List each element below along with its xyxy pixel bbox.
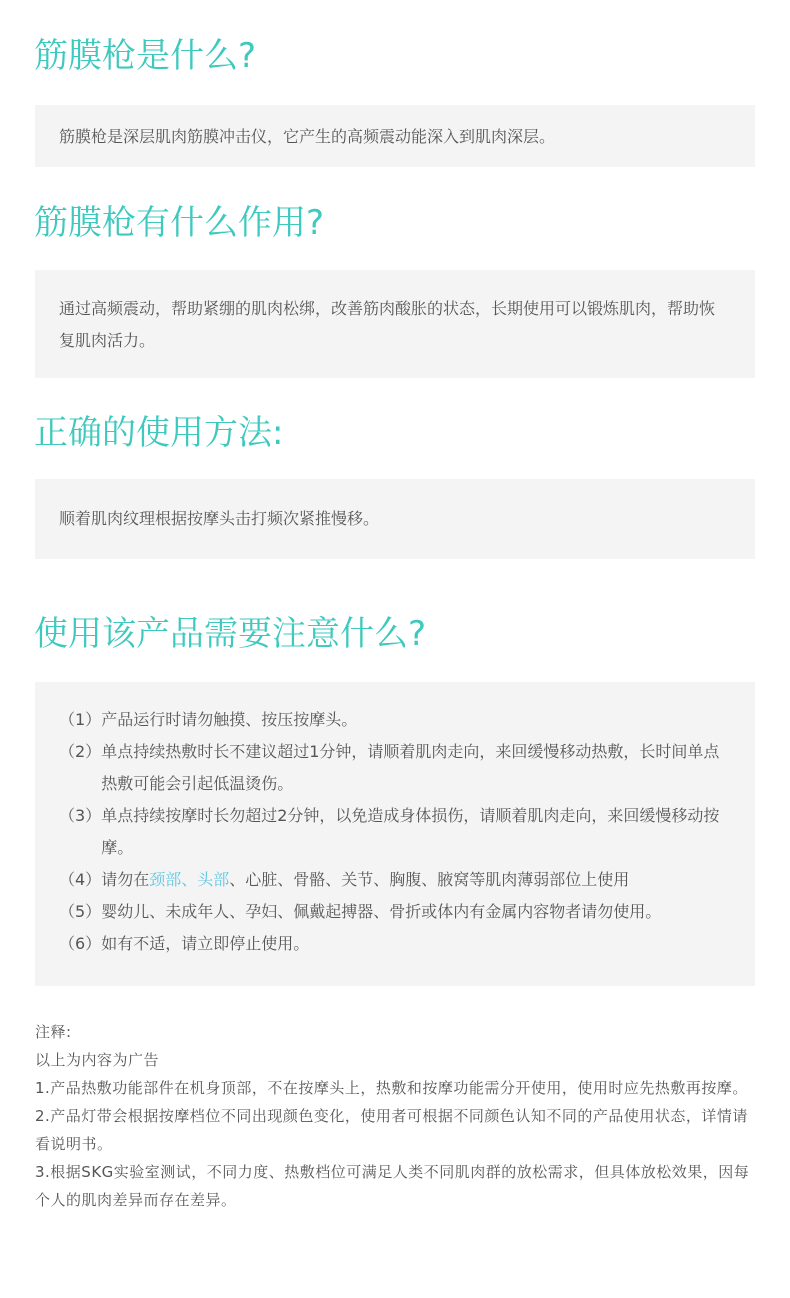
caution-item-number: （3） — [59, 806, 102, 825]
caution-item-number: （1） — [59, 710, 102, 729]
caution-item-5 — [59, 896, 731, 928]
section-what-is-box — [35, 105, 755, 167]
footnote-ad-disclaimer: 以上为内容为广告 — [35, 1051, 160, 1069]
caution-item-text: 如有不适，请立即停止使用。 — [101, 934, 310, 953]
footnote-3: 3.根据SKG实验室测试，不同力度、热敷档位可满足人类不同肌肉群的放松需求，但具体放松效果，因每个人的肌肉差异而存在差异。 — [35, 1163, 750, 1209]
caution-item-3 — [59, 800, 731, 864]
caution-item-text — [101, 864, 731, 896]
section-usage-box — [35, 479, 755, 559]
caution-list — [59, 704, 731, 960]
caution-item-text: 产品运行时请勿触摸、按压按摩头。 — [101, 710, 358, 729]
caution-item-number: （5） — [59, 902, 102, 921]
caution-item-4 — [59, 864, 731, 896]
section-function-heading: 筋膜枪有什么作用? — [34, 203, 325, 243]
section-usage-heading: 正确的使用方法: — [34, 413, 284, 453]
section-function-box — [35, 270, 755, 378]
section-usage-text: 顺着肌肉纹理根据按摩头击打频次紧推慢移。 — [59, 509, 380, 528]
caution-item-text-after: 、心脏、骨骼、关节、胸腹、腋窝等肌肉薄弱部位上使用 — [229, 870, 630, 889]
caution-item-number: （6） — [59, 934, 102, 953]
caution-item-text: 婴幼儿、未成年人、孕妇、佩戴起搏器、骨折或体内有金属内容物者请勿使用。 — [101, 902, 662, 921]
caution-item-number: （2） — [59, 742, 102, 761]
caution-item-number: （4） — [59, 870, 102, 889]
section-what-is-heading: 筋膜枪是什么? — [34, 36, 257, 76]
caution-item-1 — [59, 704, 731, 736]
footnotes-heading: 注释: — [35, 1023, 72, 1041]
section-caution-heading: 使用该产品需要注意什么? — [34, 614, 427, 654]
footnotes — [35, 1018, 760, 1214]
footnote-1: 1.产品热敷功能部件在机身顶部，不在按摩头上，热敷和按摩功能需分开使用，使用时应先热敷再按摩。 — [35, 1079, 748, 1097]
caution-item-text: 单点持续热敷时长不建议超过1分钟，请顺着肌肉走向，来回缓慢移动热敷，长时间单点热敷可能会引起低温烫伤。 — [101, 742, 720, 793]
section-what-is-text: 筋膜枪是深层肌肉筋膜冲击仪，它产生的高频震动能深入到肌肉深层。 — [59, 127, 556, 146]
caution-item-2 — [59, 736, 731, 800]
section-caution-box — [35, 682, 755, 986]
caution-item-6 — [59, 928, 731, 960]
caution-item-text-before: 请勿在 — [101, 870, 150, 889]
caution-item-text: 单点持续按摩时长勿超过2分钟，以免造成身体损伤，请顺着肌肉走向，来回缓慢移动按摩。 — [101, 806, 720, 857]
footnote-2: 2.产品灯带会根据按摩档位不同出现颜色变化，使用者可根据不同颜色认知不同的产品使用状态，详情请看说明书。 — [35, 1107, 748, 1153]
caution-item-highlight: 颈部、头部 — [149, 870, 230, 889]
section-function-text: 通过高频震动，帮助紧绷的肌肉松绑，改善筋肉酸胀的状态，长期使用可以锻炼肌肉，帮助恢复肌肉活力。 — [59, 299, 716, 350]
